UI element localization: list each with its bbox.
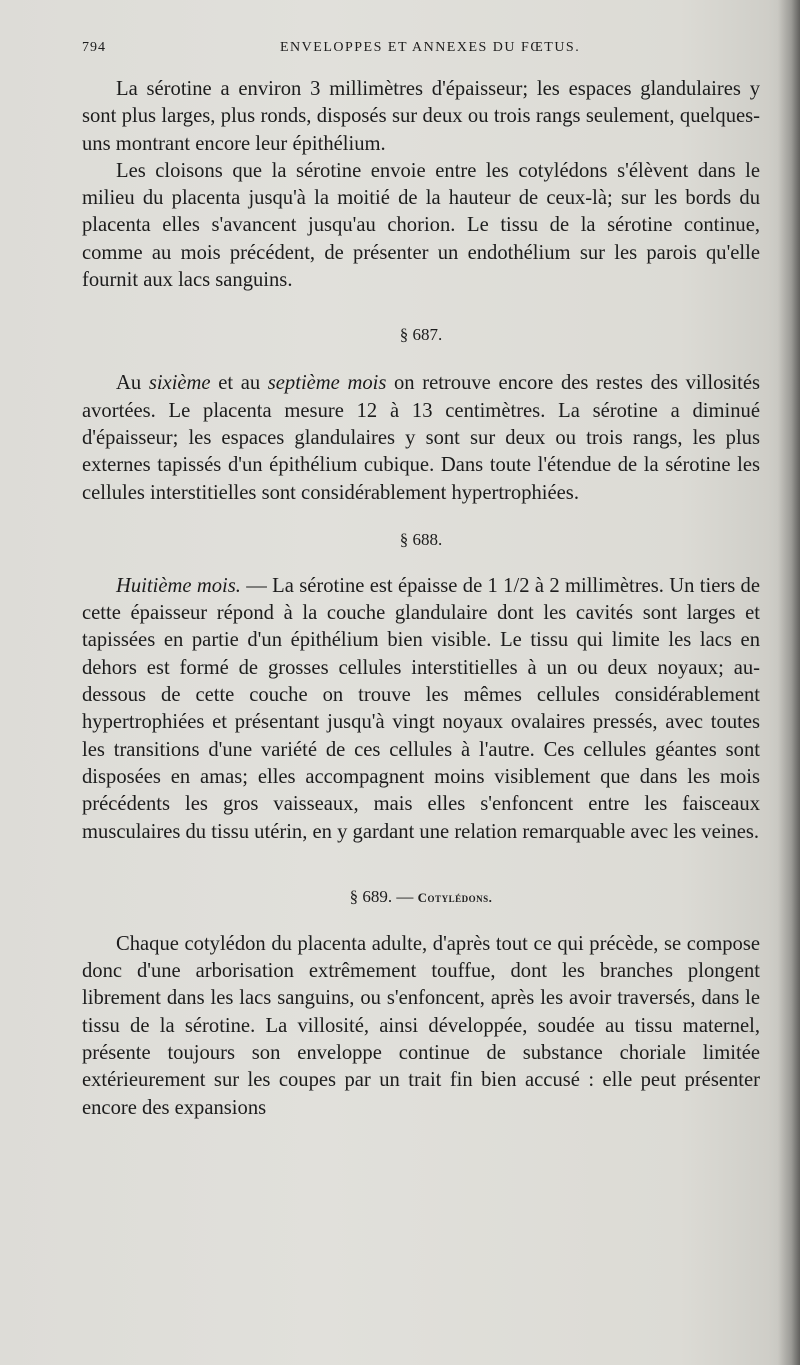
section-heading-687: § 687. [399,325,443,345]
section-heading-689 [82,886,760,909]
running-head: ENVELOPPES ET ANNEXES DU FŒTUS. [280,40,581,55]
page-header [82,40,762,62]
paragraph-687-lead: Au [116,372,149,395]
paragraph-intro-1: La sérotine a environ 3 millimètres d'épaisseur; les espaces glandulaires y sont plus larges, plus ronds, disposés sur deux ou trois rangs seulement, quelques-uns montrant encore leur épithélium. [82,78,760,155]
emphasis-sixieme: sixième [148,372,211,395]
paragraph-688 [82,573,760,846]
paragraph-687-mid: et au [210,372,268,395]
body-text [82,76,760,1122]
paragraph-intro-2: Les cloisons que la sérotine envoie entre les cotylédons s'élèvent dans le milieu du placenta jusqu'à la moitié de la hauteur de ceux-là; sur les bords du placenta elles s'avancent jusqu'au chorion. Le tissu de la sérotine continue, comme au mois précédent, de présenter un endothélium sur les parois qu'elle fournit aux lacs sanguins. [82,159,760,292]
emphasis-huitieme-mois: Huitième mois. [116,574,241,597]
section-heading-688: § 688. [399,529,443,549]
emphasis-septieme-mois: septième mois [267,372,387,395]
page-edge-shadow [778,0,800,1365]
page-number: 794 [82,40,106,55]
paragraph-689: Chaque cotylédon du placenta adulte, d'après tout ce qui précède, se compose donc d'une arborisation extrêmement touffue, dont les branches plongent librement dans les lacs sanguins, ou s'enfoncent, après les avoir traversés, dans le tissu de la sérotine. La villosité, ainsi développée, soudée au tissu maternel, présente toujours son enveloppe continue de substance choriale limitée extérieurement sur les coupes par un trait fin bien accusé : elle peut présenter encore des expansions [82,932,760,1119]
paragraph-687 [82,370,760,506]
section-689-subtitle: Cotylédons. [417,889,493,905]
paragraph-687-text: on retrouve encore des restes des villosités avortées. Le placenta mesure 12 à 13 centimètres. La sérotine a diminué d'épaisseur; les espaces glandulaires y sont sur deux ou trois rangs, les plus externes tapissés d'un épithélium cubique. Dans toute l'étendue de la sérotine les cellules interstitielles sont considérablement hypertrophiées. [82,372,761,504]
paragraph-688-text: — La sérotine est épaisse de 1 1/2 à 2 millimètres. Un tiers de cette épaisseur répond à la couche glandulaire dont les cavités sont larges et tapissées en partie d'un épithélium bien visible. Le tissu qui limite les lacs en dehors est formé de grosses cellules interstitielles à un ou deux noyaux; au-dessous de cette couche on trouve les mêmes cellules considérablement hypertrophiées et présentant jusqu'à vingt noyaux ovalaires pressés, avec toutes les transitions d'une variété de ces cellules à l'autre. Ces cellules géantes sont disposées en amas; elles accompagnent moins visiblement que dans les mois précédents les gros vaisseaux, mais elles s'enfoncent entre les faisceaux musculaires du tissu utérin, en y gardant une relation remarquable avec les veines. [82,574,760,843]
section-689-number: § 689. — [349,886,418,906]
